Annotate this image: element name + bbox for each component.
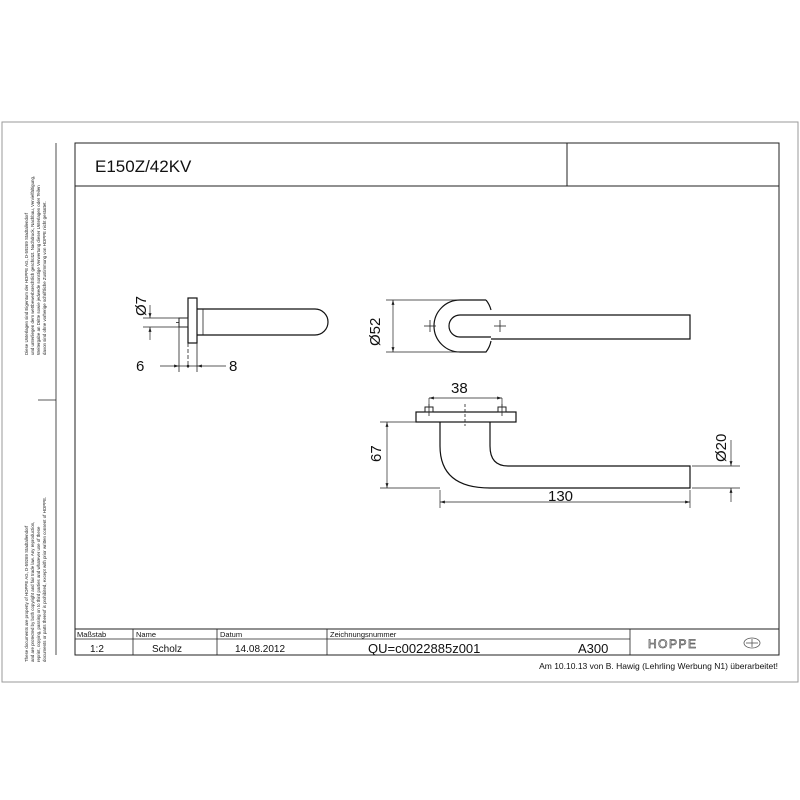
dim-lever-diameter-label: Ø20	[713, 433, 730, 462]
legal-de-line-1: Diese Unterlagen sind Eigentum der HOPPE AG, D-59269 Stadtallendorf	[24, 212, 29, 355]
dim-lever-length	[440, 488, 690, 508]
dim-right-offset-label: 8	[229, 358, 238, 375]
format-value: A300	[578, 641, 609, 656]
dim-height-label: 67	[368, 445, 385, 462]
dim-rose-width	[429, 380, 502, 406]
title-block	[75, 629, 779, 656]
legal-de-line-3: Weitergabe an Dritte sowie jedwede sonstige Verwertung dieser Unterlagen oder Teilen	[36, 185, 41, 355]
legal-en-line-1: These documents are property of HOPPE AG, D-59269 Stadtallendorf	[24, 525, 29, 662]
date-value: 14.08.2012	[235, 644, 286, 655]
header-date: Datum	[220, 630, 243, 639]
drawing-frame	[75, 143, 779, 655]
dim-lever-diameter	[692, 434, 740, 502]
header-scale: Maßstab	[77, 630, 107, 639]
legal-text-german	[24, 176, 47, 355]
dim-offsets	[136, 358, 237, 375]
dim-lever-length-label: 130	[548, 488, 574, 505]
legal-en-line-2: and are protected by both copyright and fair trade law. Any reproduction,	[30, 521, 35, 662]
dim-rose-diameter	[367, 300, 460, 352]
dim-rose-hole-label: Ø7	[133, 295, 150, 316]
legal-de-line-4: davon sind ohne vorherige schriftliche Zustimmung von HOPPE nicht gestattet.	[42, 201, 47, 355]
legal-en-line-3: reprint, copying, passing on to third parties and whatever use of these	[36, 526, 41, 662]
sheet-border	[2, 122, 798, 682]
side-view	[176, 298, 328, 372]
svg-text:HOPPE: HOPPE	[648, 637, 698, 651]
drawing-number-value: QU=c0022885z001	[368, 641, 481, 656]
header-name: Name	[136, 630, 157, 639]
dim-rose-diameter-label: Ø52	[367, 317, 384, 346]
dim-left-offset-label: 6	[136, 358, 145, 375]
header-drawing-number: Zeichnungsnummer	[330, 630, 397, 639]
scale-value: 1:2	[90, 644, 104, 655]
legal-en-line-4: documents or parts thereof is prohibited, except with prior written consent of HOPPE.	[42, 496, 47, 662]
name-value: Scholz	[152, 644, 183, 655]
hoppe-logo	[648, 637, 760, 651]
legal-text-english	[24, 497, 47, 662]
front-view	[424, 300, 690, 352]
logo-emblem-icon	[744, 638, 760, 648]
drawing-title: E150Z/42KV	[95, 157, 192, 176]
dim-rose-width-label: 38	[451, 380, 468, 397]
revision-note: Am 10.10.13 von B. Hawig (Lehrling Werbung N1) überarbeitet!	[539, 661, 778, 671]
dim-height	[368, 422, 440, 488]
dim-rose-hole	[133, 296, 179, 340]
top-view	[416, 404, 690, 488]
legal-de-line-2: und unterliegen dem wettbewerbsrechtlich geschützt. Nachdruck, Nachbau, Vervielfältigung,	[30, 175, 35, 355]
